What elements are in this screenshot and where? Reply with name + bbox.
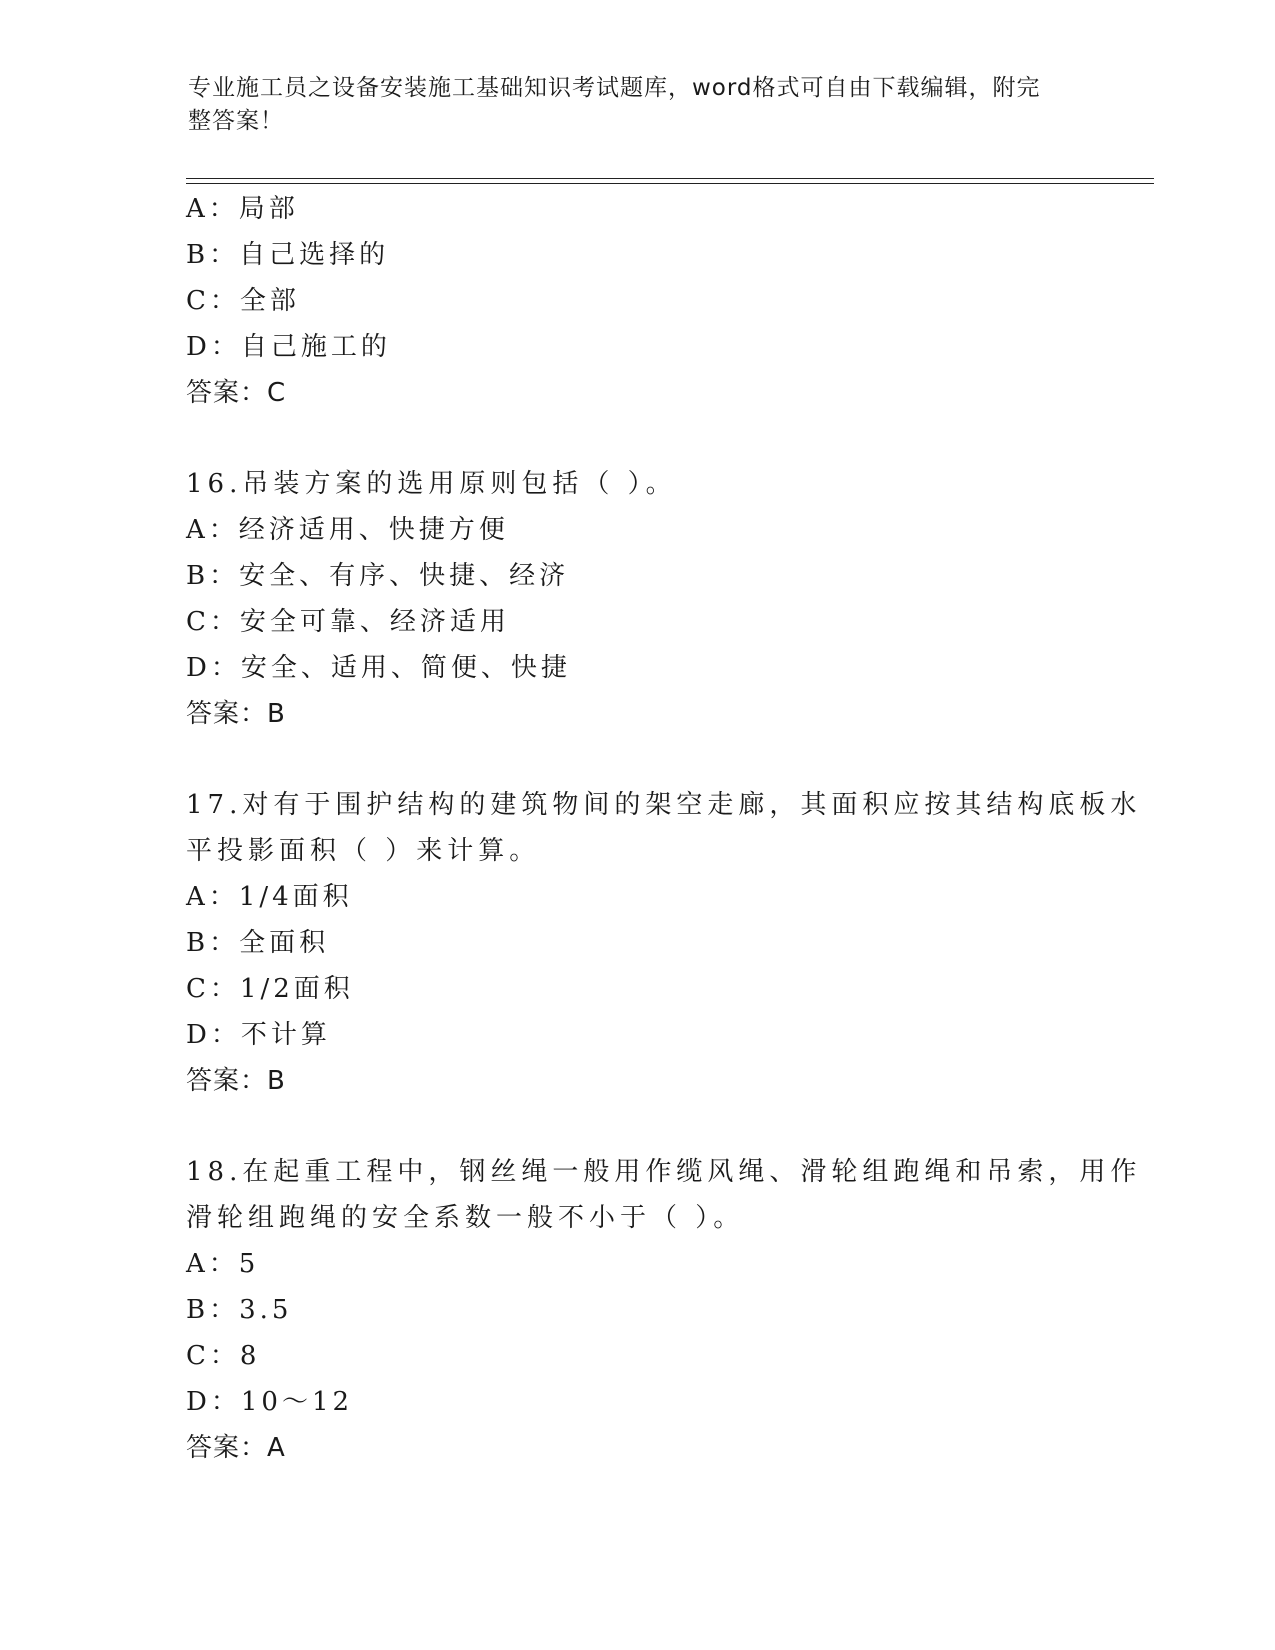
- question-list: [186, 186, 1142, 1471]
- answer: 答案：A: [186, 1433, 286, 1463]
- option-c: C：1/2面积: [186, 974, 354, 1004]
- option-b: B：3.5: [186, 1295, 293, 1325]
- question-stem-line: 16.吊装方案的选用原则包括（ ）。: [186, 469, 677, 499]
- option-d: D：不计算: [186, 1020, 331, 1050]
- option-c: C：8: [186, 1341, 261, 1371]
- option-a: A：1/4面积: [186, 882, 353, 912]
- option-c: C：全部: [186, 286, 300, 316]
- question-stem-line: 18.在起重工程中，钢丝绳一般用作缆风绳、滑轮组跑绳和吊索，用作: [186, 1157, 1142, 1187]
- option-a: A：局部: [186, 194, 299, 224]
- document-header: [188, 72, 1068, 138]
- question-stem: [186, 782, 1142, 874]
- option-a: A：经济适用、快捷方便: [186, 515, 509, 545]
- question-17: [186, 782, 1142, 1104]
- answer: 答案：B: [186, 1066, 286, 1096]
- question-partial: [186, 186, 1086, 416]
- question-stem-line: 17.对有于围护结构的建筑物间的架空走廊，其面积应按其结构底板水: [186, 790, 1142, 820]
- header-divider-top: [186, 178, 1154, 179]
- header-divider-bottom: [186, 183, 1154, 184]
- option-d: D：10～12: [186, 1387, 354, 1417]
- header-line-2: 整答案！: [188, 108, 284, 134]
- answer: 答案：B: [186, 699, 286, 729]
- option-b: B：安全、有序、快捷、经济: [186, 561, 570, 591]
- question-stem-line: 滑轮组跑绳的安全系数一般不小于（ ）。: [186, 1203, 745, 1233]
- option-b: B：全面积: [186, 928, 330, 958]
- question-stem: [186, 1149, 1142, 1241]
- question-stem-line: 平投影面积（ ）来计算。: [186, 836, 541, 866]
- option-b: B：自己选择的: [186, 240, 390, 270]
- option-d: D：自己施工的: [186, 332, 391, 362]
- header-line-1: 专业施工员之设备安装施工基础知识考试题库，word格式可自由下载编辑，附完: [188, 75, 1041, 101]
- option-a: A：5: [186, 1249, 260, 1279]
- question-18: [186, 1149, 1142, 1471]
- option-d: D：安全、适用、简便、快捷: [186, 653, 571, 683]
- question-16: [186, 461, 1086, 737]
- question-stem: [186, 461, 1086, 507]
- option-c: C：安全可靠、经济适用: [186, 607, 510, 637]
- answer: 答案：C: [186, 378, 287, 408]
